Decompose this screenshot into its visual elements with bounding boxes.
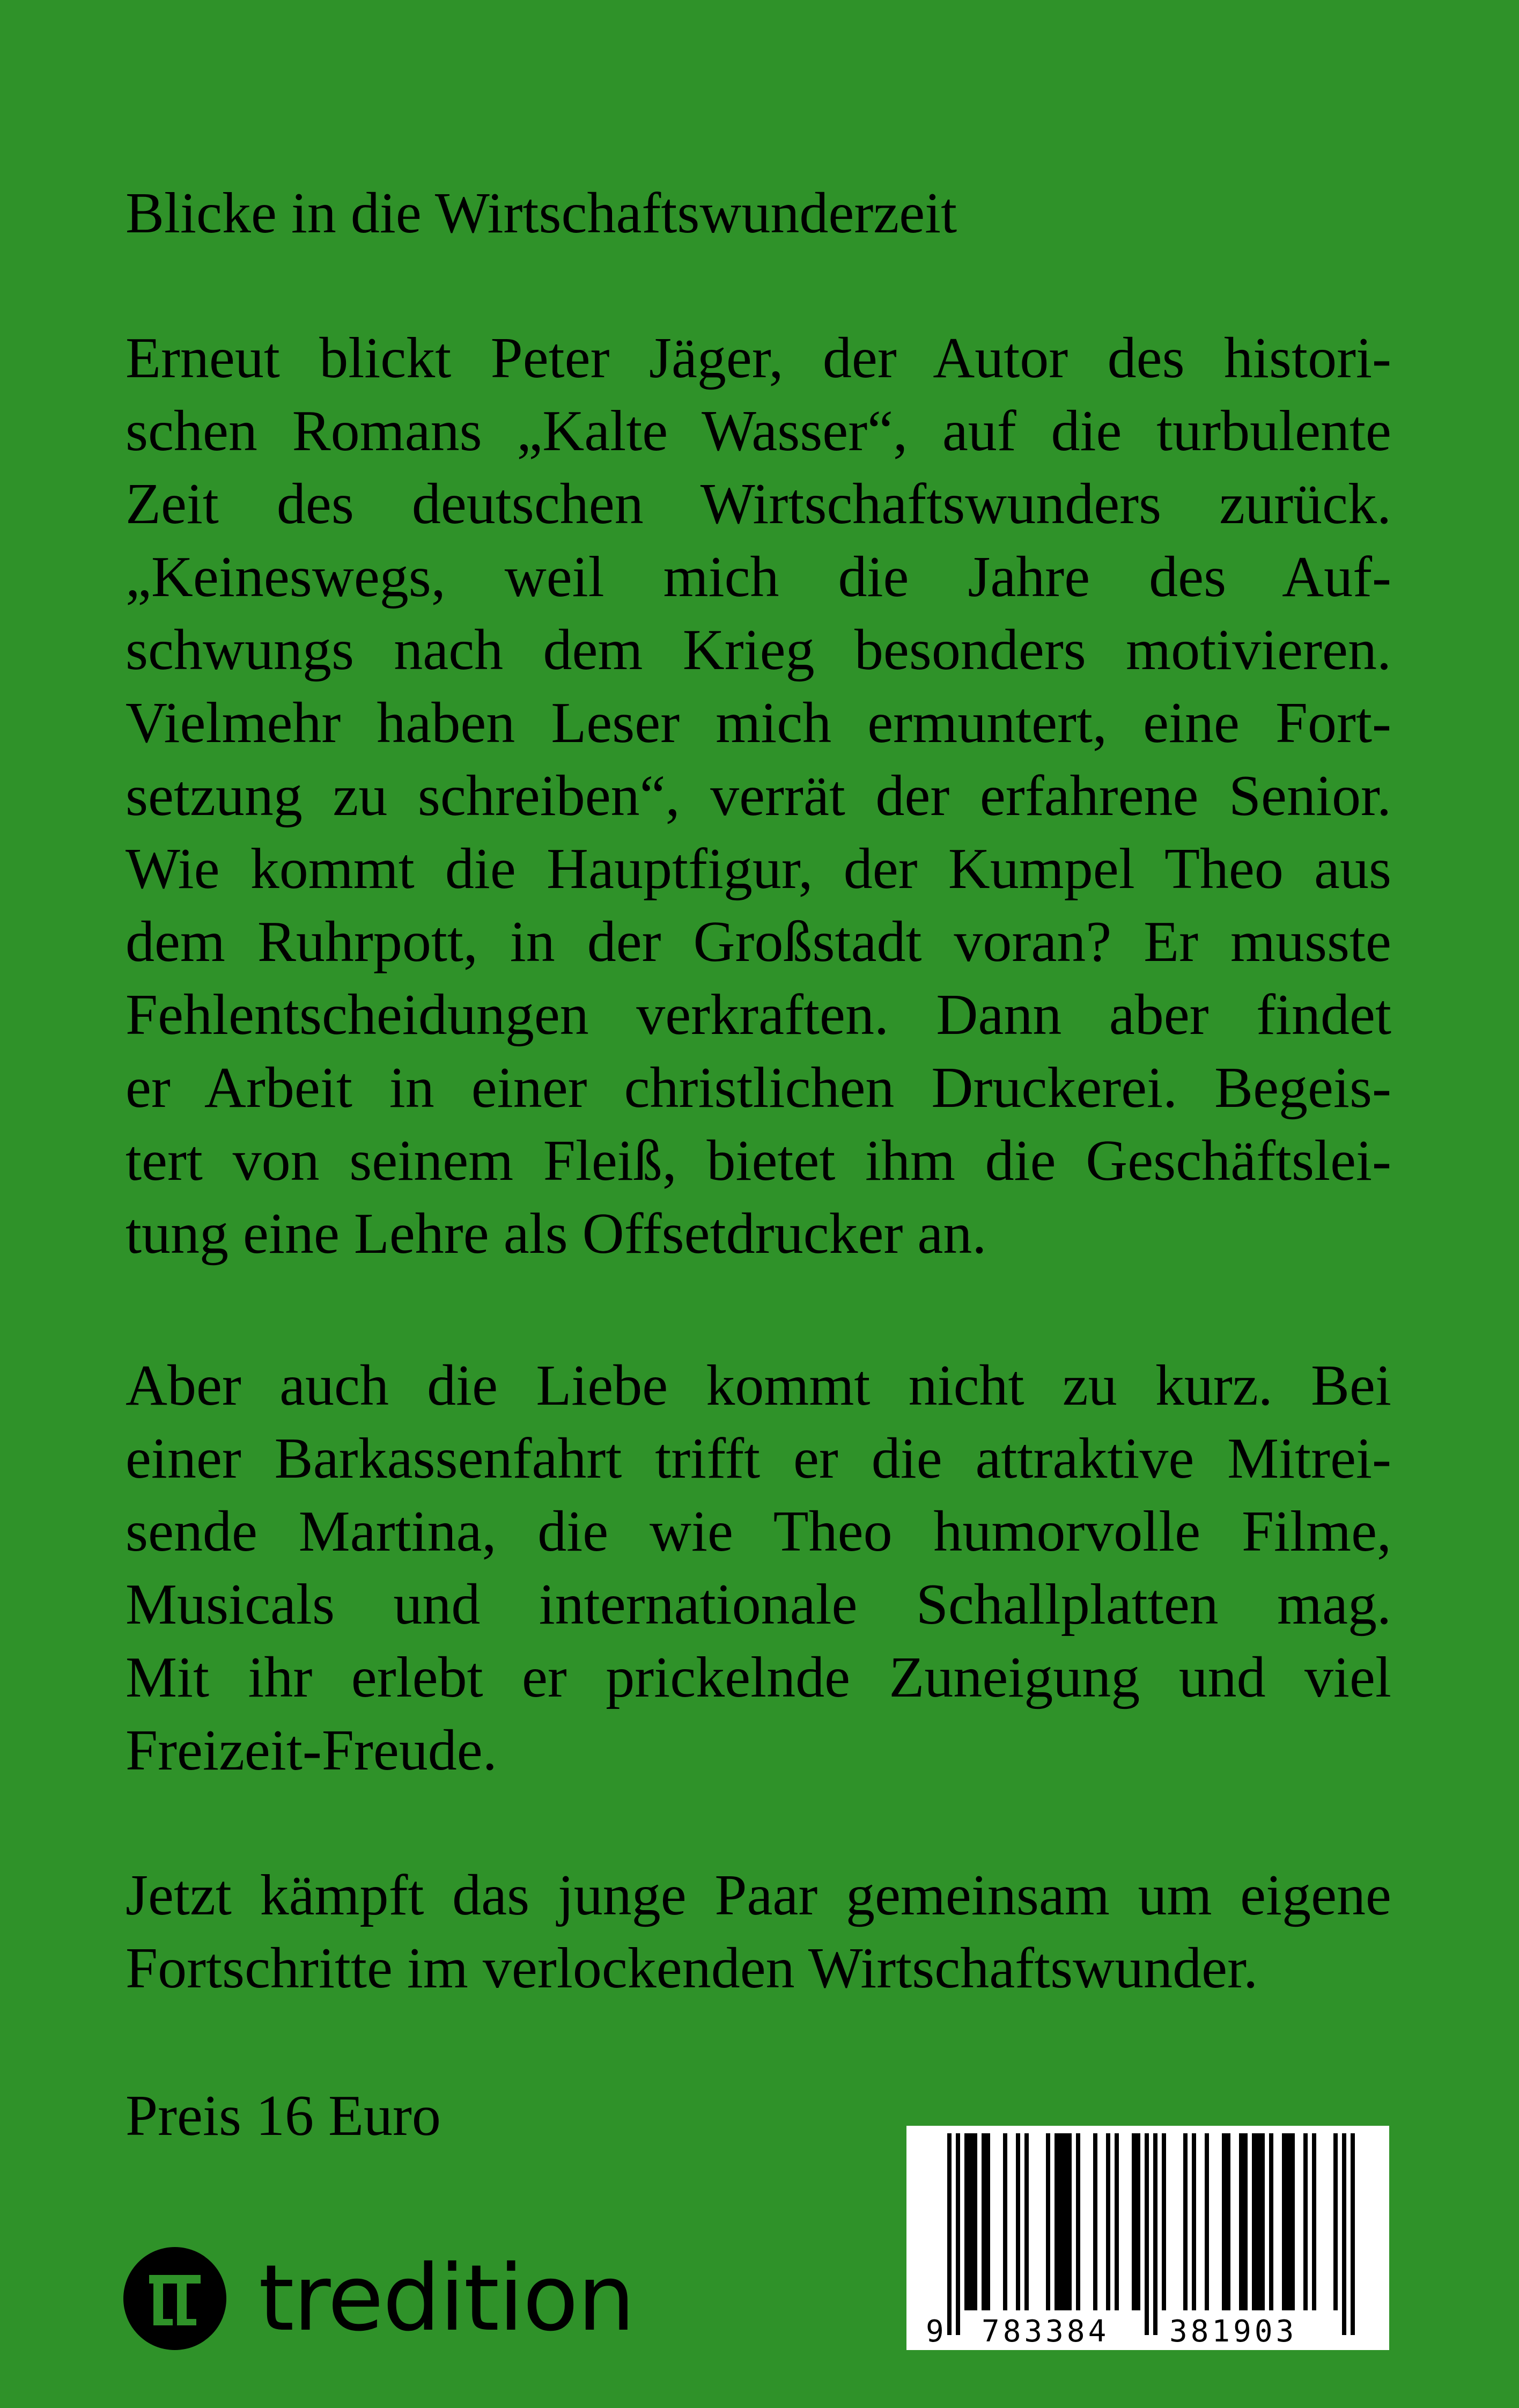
barcode-bar: [969, 2133, 973, 2310]
barcode-bar: [1226, 2133, 1230, 2310]
barcode-bar: [1286, 2133, 1291, 2310]
barcode-bar: [1115, 2133, 1119, 2310]
paragraph-line: Wie kommt die Hauptfigur, der Kumpel Theo aus: [126, 837, 1391, 901]
paragraph-line: Musicals und internationale Schallplatten mag.: [126, 1573, 1391, 1636]
barcode-bar: [1063, 2133, 1067, 2310]
barcode-first-digit: 9: [926, 2314, 944, 2349]
barcode-right-group: 381903: [1169, 2314, 1297, 2349]
barcode-bar: [1205, 2133, 1209, 2310]
barcode-bar: [1243, 2133, 1248, 2310]
barcode-bar: [1239, 2133, 1243, 2310]
barcode-bar: [1282, 2133, 1286, 2310]
barcode-bar: [1312, 2133, 1316, 2310]
paragraph-line: Zeit des deutschen Wirtschaftswunders zurück.: [126, 472, 1391, 536]
barcode-bar: [1132, 2133, 1136, 2310]
barcode-bar: [982, 2133, 986, 2310]
barcode-bar: [1342, 2133, 1346, 2335]
tredition-logo-icon: [123, 2247, 226, 2350]
barcode-bar: [973, 2133, 977, 2310]
barcode-bar: [1256, 2133, 1260, 2310]
paragraph-line: Aber auch die Liebe kommt nicht zu kurz. Bei: [126, 1354, 1391, 1418]
paragraph-line: tung eine Lehre als Offsetdrucker an.: [126, 1202, 987, 1266]
barcode-bar: [1003, 2133, 1007, 2310]
barcode-digits: [906, 2316, 1389, 2348]
barcode-bar: [1269, 2133, 1273, 2310]
barcode-bar: [947, 2133, 952, 2335]
barcode-bar: [1222, 2133, 1226, 2310]
price-label: Preis 16 Euro: [126, 2084, 441, 2148]
barcode-bar: [1145, 2133, 1149, 2335]
blurb-paragraph-2: [126, 1349, 1391, 1787]
paragraph-line: einer Barkassenfahrt trifft er die attraktive Mitrei-: [126, 1427, 1391, 1491]
barcode-bar: [1067, 2133, 1072, 2310]
paragraph-line: Jetzt kämpft das junge Paar gemeinsam um eigene: [126, 1863, 1391, 1927]
barcode-bar: [1291, 2133, 1295, 2310]
blurb-paragraph-3: [126, 1859, 1391, 2005]
paragraph-line: tert von seinem Fleiß, bietet ihm die Geschäftslei-: [126, 1129, 1391, 1193]
paragraph-line: dem Ruhrpott, in der Großstadt voran? Er musste: [126, 910, 1391, 974]
barcode-bar: [1093, 2133, 1097, 2310]
cover-heading: Blicke in die Wirtschaftswunderzeit: [126, 181, 957, 245]
barcode-left-group: 783384: [982, 2314, 1110, 2349]
barcode-bar: [1333, 2133, 1338, 2310]
barcode-bar: [1106, 2133, 1110, 2310]
paragraph-line: Mit ihr erlebt er prickelnde Zuneigung und viel: [126, 1646, 1391, 1709]
barcode-bar: [1024, 2133, 1029, 2310]
paragraph-line: Erneut blickt Peter Jäger, der Autor des histori-: [126, 326, 1391, 390]
barcode-bar: [1192, 2133, 1196, 2310]
barcode-bar: [1016, 2133, 1020, 2310]
paragraph-line: Fehlentscheidungen verkraften. Dann aber findet: [126, 983, 1391, 1047]
barcode-bar: [1303, 2133, 1308, 2310]
blurb-paragraph-1: [126, 322, 1391, 1271]
barcode-bar: [1351, 2133, 1355, 2335]
barcode-bar: [1055, 2133, 1059, 2310]
isbn-barcode: [906, 2126, 1389, 2350]
paragraph-line: Vielmehr haben Leser mich ermuntert, eine Fort-: [126, 691, 1391, 755]
barcode-bar: [1136, 2133, 1140, 2310]
paragraph-line: sende Martina, die wie Theo humorvolle Filme,: [126, 1500, 1391, 1563]
barcode-bar: [1153, 2133, 1157, 2335]
paragraph-line: setzung zu schreiben“, verrät der erfahrene Senior.: [126, 764, 1391, 828]
barcode-bar: [1183, 2133, 1188, 2310]
barcode-bar: [956, 2133, 960, 2335]
barcode-bar: [1252, 2133, 1256, 2310]
barcode-bar: [1260, 2133, 1265, 2310]
barcode-bar: [1059, 2133, 1063, 2310]
paragraph-line: Fortschritte im verlockenden Wirtschaftswunder.: [126, 1936, 1258, 2000]
paragraph-line: er Arbeit in einer christlichen Druckerei. Begeis-: [126, 1056, 1391, 1120]
paragraph-line: schwungs nach dem Krieg besonders motivieren.: [126, 618, 1391, 682]
barcode-bar: [1076, 2133, 1080, 2310]
barcode-bar: [1046, 2133, 1050, 2310]
barcode-bar: [1162, 2133, 1166, 2310]
barcode-bar: [964, 2133, 969, 2310]
publisher-name: tredition: [259, 2245, 635, 2352]
paragraph-line: schen Romans „Kalte Wasser“, auf die turbulente: [126, 399, 1391, 463]
paragraph-line: Freizeit-Freude.: [126, 1719, 497, 1782]
paragraph-line: „Keineswegs, weil mich die Jahre des Auf-: [126, 545, 1391, 609]
publisher-logo: [123, 2247, 634, 2350]
barcode-bar: [986, 2133, 990, 2310]
